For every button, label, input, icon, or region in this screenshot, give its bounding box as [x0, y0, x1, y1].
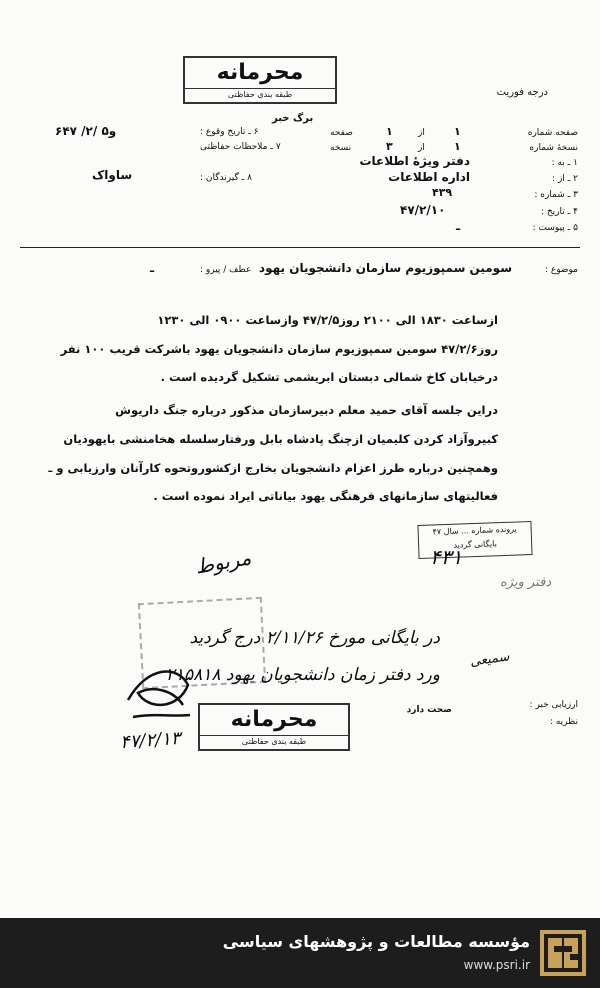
to-value: دفتر ویژهٔ اطلاعات	[359, 154, 470, 168]
copy-word: نسخه	[330, 143, 352, 153]
body-line-1: ازساعت ۱۸۳۰ الی ۲۱۰۰ روز۴۷/۲/۵ وازساعت ۰۹۰۰ الی ۱۲۳۰	[157, 313, 498, 327]
reference-value: ـ	[150, 261, 155, 275]
handwritten-line-2: ورد دفتر زمان دانشجویان یهود ۲۱۵۸۱۸	[165, 665, 440, 685]
accuracy-value: صحت دارد	[406, 705, 452, 715]
recipients-value: ساواک	[92, 168, 133, 182]
org-name: مؤسسه مطالعات و پژوهشهای سیاسی	[222, 932, 530, 951]
body-line-4: دراین جلسه آقای حمید معلم دبیرسازمان مذکور درباره جنگ داریوش	[115, 403, 498, 417]
body-line-3: درخیابان کاخ شمالی دبستان ابریشمی تشکیل گردیده است .	[160, 370, 498, 384]
copy-of-label: از	[418, 143, 425, 153]
page-number-value: ۱	[454, 125, 461, 138]
classification-stamp-bottom	[198, 703, 350, 751]
event-date-label: ۶ ـ تاریخ وقوع :	[200, 127, 259, 137]
event-date-value: ۶و۵ /۲/ ۴۷	[55, 124, 117, 138]
body-line-7: فعالیتهای سازمانهای فرهنگی یهود بیاناتی ایراد نموده است .	[153, 489, 498, 503]
subject-value: سومین سمپوزیوم سازمان دانشجویان یهود	[258, 261, 512, 275]
copy-of-value: ۳	[386, 140, 393, 153]
from-value: اداره اطلاعات	[388, 170, 470, 184]
attachment-value: ـ	[456, 219, 461, 233]
org-url: www.psri.ir	[463, 958, 530, 972]
opinion-label: نظریه :	[549, 717, 578, 727]
stamp-bottom-title: محرمانه	[230, 707, 318, 732]
stamp-title: محرمانه	[216, 60, 304, 85]
to-label: ۱ ـ به :	[551, 158, 578, 168]
header-divider	[20, 247, 580, 248]
filing-stamp-line1: پرونده شماره ... سال ۴۷	[432, 524, 517, 537]
from-label: ۲ ـ از :	[552, 174, 578, 184]
number-value: ۴۳۹	[432, 186, 453, 199]
handwritten-date: ۴۷/۲/۱۳	[119, 727, 182, 754]
recipients-label: ۸ ـ گیرندگان :	[200, 173, 252, 183]
evaluation-label: ارزیابی خبر :	[529, 700, 578, 710]
date-label: ۴ ـ تاریخ :	[540, 207, 578, 217]
security-notes-label: ۷ ـ ملاحظات حفاظتی	[200, 142, 281, 152]
reference-label: عطف / پیرو :	[200, 265, 252, 275]
footer-watermark	[0, 918, 600, 988]
number-label: ۳ ـ شماره :	[534, 190, 578, 200]
stamp-bottom-subtitle: طبقه بندی حفاظتی	[200, 735, 348, 748]
body-line-6: وهمچنین درباره طرز اعزام دانشجویان بخارج ازکشوروتحوه کارآنان وارزیابی و ـ	[48, 461, 498, 475]
handwritten-note-b: دفتر ویژه	[500, 575, 552, 590]
report-title: برگ خبر	[272, 113, 314, 124]
handwritten-initials: سمیعی	[469, 649, 511, 670]
page-word: صفحه	[330, 128, 353, 138]
body-line-2: روز۴۷/۲/۶ سومین سمپوزیوم سازمان دانشجویان یهود باشرکت قریب ۱۰۰ نفر	[60, 342, 498, 356]
stamp-subtitle: طبقه بندی حفاظتی	[185, 88, 335, 101]
date-value: ۴۷/۲/۱۰	[400, 203, 446, 217]
psri-logo-icon	[540, 930, 586, 976]
body-line-5: کبیروآزاد کردن کلیمیان ازچنگ پادشاه بابل ورفتارسلسله هخامنشی بایهودیان	[63, 432, 498, 446]
filing-number-handwritten: ۴۳۱	[430, 545, 463, 569]
handwritten-note-a: مربوط	[193, 545, 253, 579]
page-of-label: از	[418, 128, 425, 138]
handwritten-line-1: در بایگانی مورخ ۲/۱۱/۲۶ درج گردید	[189, 628, 440, 648]
page-of-value: ۱	[386, 125, 393, 138]
copy-number-label: نسخهٔ شماره	[529, 143, 578, 153]
subject-label: موضوع :	[544, 265, 578, 275]
copy-number-value: ۱	[454, 140, 461, 153]
classification-stamp-top	[183, 56, 337, 104]
filing-stamp-line2: بایگانی گردید	[453, 539, 498, 550]
page-number-label: صفحه شماره	[527, 128, 578, 138]
urgency-label: درجه فوریت	[496, 87, 548, 98]
signature-scribble	[118, 655, 198, 730]
attachment-label: ۵ ـ پیوست :	[532, 223, 578, 233]
